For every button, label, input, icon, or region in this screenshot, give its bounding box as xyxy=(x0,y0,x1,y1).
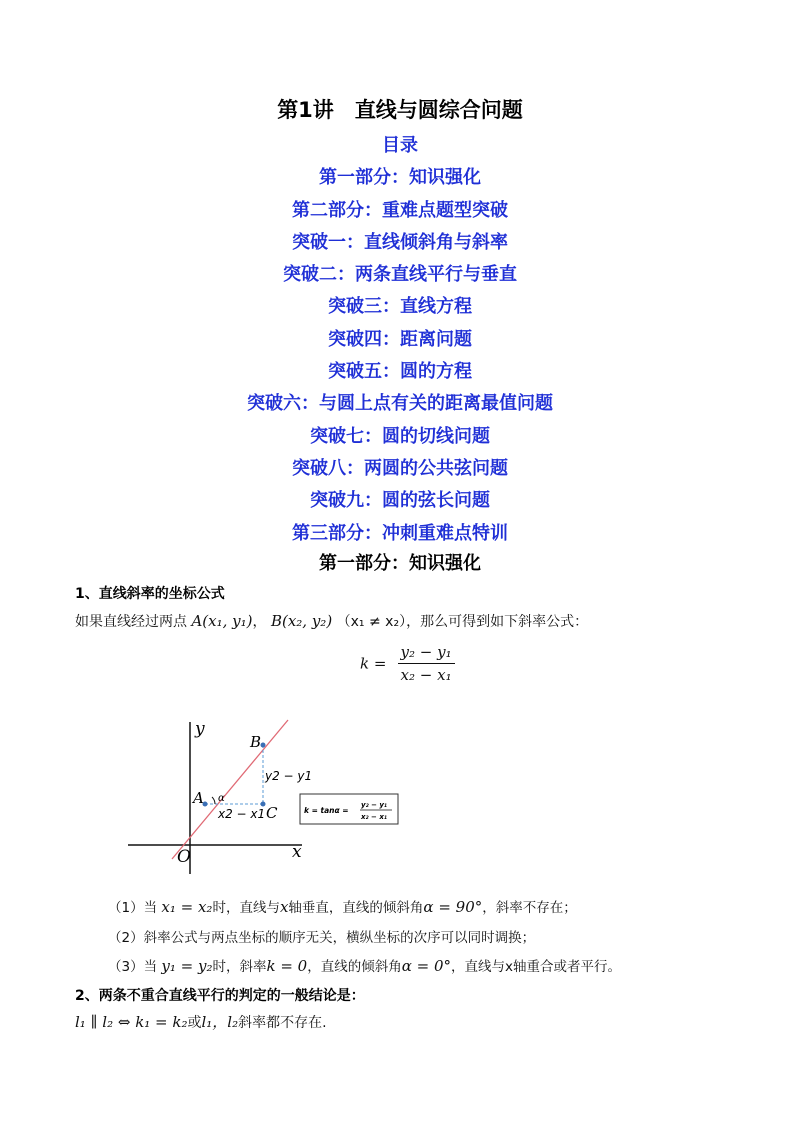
axis-y-label: y xyxy=(195,719,205,739)
note-math-alpha: α = 90° xyxy=(423,898,483,916)
origin-label: O xyxy=(177,847,191,867)
point-b xyxy=(261,743,266,748)
axis-x-label: x xyxy=(292,842,302,862)
note-math: y₁ = y₂ xyxy=(161,957,213,975)
note-suffix: ，斜率不存在； xyxy=(482,900,577,916)
angle-arc xyxy=(212,797,215,804)
toc-item[interactable]: 突破六：与圆上点有关的距离最值问题 xyxy=(247,393,553,415)
toc-item[interactable]: 突破四：距离问题 xyxy=(328,328,472,350)
note-math-alpha: α = 0° xyxy=(401,957,452,975)
slope-diagram xyxy=(120,714,420,884)
note-mid2: 轴垂直，直线的倾斜角 xyxy=(288,900,424,916)
toc-item[interactable]: 突破八：两圆的公共弦问题 xyxy=(292,457,508,479)
label-rise: y2 − y1 xyxy=(265,769,313,783)
formula-fraction xyxy=(398,643,455,684)
note-2 xyxy=(108,926,535,946)
note-math: x₁ = x₂ xyxy=(161,898,213,916)
box-denominator: x₂ − x₁ xyxy=(361,813,387,821)
toc-item[interactable]: 第二部分：重难点题型突破 xyxy=(292,199,508,221)
intro-text-b: ，那么可得到如下斜率公式： xyxy=(406,614,589,630)
page-title: 第1讲 直线与圆综合问题 xyxy=(277,98,523,122)
section2-heading: 2、两条不重合直线平行的判定的一般结论是： xyxy=(75,988,365,1004)
label-run: x2 − x1 xyxy=(218,807,266,821)
statement-tail: 斜率都不存在. xyxy=(238,1015,327,1031)
intro-text-a: 如果直线经过两点 xyxy=(75,614,187,630)
part1-heading: 第一部分：知识强化 xyxy=(319,553,481,574)
note-3 xyxy=(108,955,621,975)
toc-item[interactable]: 突破一：直线倾斜角与斜率 xyxy=(292,231,508,253)
toc-item[interactable]: 突破五：圆的方程 xyxy=(328,361,472,383)
section1-intro xyxy=(75,611,588,631)
label-b: B xyxy=(250,733,262,751)
slope-formula xyxy=(360,643,455,684)
toc-item[interactable]: 突破二：两条直线平行与垂直 xyxy=(283,264,517,286)
label-c: C xyxy=(266,804,278,822)
formula-denominator: x₂ − x₁ xyxy=(400,666,452,684)
toc-item[interactable]: 突破三：直线方程 xyxy=(328,296,472,318)
note-suffix: ，直线与x轴重合或者平行。 xyxy=(451,959,622,975)
or-text: 或 xyxy=(187,1015,202,1031)
note-prefix: （2）斜率公式与两点坐标的顺序无关，横纵坐标的次序可以同时调换； xyxy=(108,930,536,946)
formula-lhs: k = xyxy=(360,654,387,673)
section1-heading: 1、直线斜率的坐标公式 xyxy=(75,586,225,602)
note-1 xyxy=(108,896,577,916)
note-math-x: x xyxy=(279,898,289,916)
toc-item[interactable]: 第三部分：冲刺重难点特训 xyxy=(292,522,508,544)
table-of-contents xyxy=(0,130,800,550)
note-mid: 时，直线与 xyxy=(212,900,280,916)
label-alpha: α xyxy=(218,793,225,804)
section2-statement xyxy=(75,1011,327,1032)
note-mid: 时，斜率 xyxy=(212,959,267,975)
condition: （x₁ ≠ x₂） xyxy=(336,614,407,630)
note-math-k: k = 0 xyxy=(266,957,308,975)
box-numerator: y₂ − y₁ xyxy=(361,801,387,809)
comma: ， xyxy=(252,614,267,630)
toc-item[interactable]: 突破七：圆的切线问题 xyxy=(310,425,490,447)
point-b-coords: B(x₂, y₂) xyxy=(270,612,333,630)
toc-item[interactable]: 第一部分：知识强化 xyxy=(319,167,481,189)
note-prefix: （1）当 xyxy=(108,900,162,916)
parallel-condition: l₁ ∥ l₂ ⇔ k₁ = k₂ xyxy=(75,1013,188,1031)
point-a-coords: A(x₁, y₁) xyxy=(191,612,253,630)
note-mid2: ，直线的倾斜角 xyxy=(307,959,402,975)
box-lhs: k = tanα = xyxy=(304,806,349,815)
label-a: A xyxy=(193,789,204,807)
lines-l1-l2: l₁，l₂ xyxy=(201,1013,239,1031)
formula-numerator: y₂ − y₁ xyxy=(398,643,455,664)
note-prefix: （3）当 xyxy=(108,959,162,975)
toc-heading[interactable]: 目录 xyxy=(382,135,418,156)
point-c xyxy=(261,802,266,807)
toc-item[interactable]: 突破九：圆的弦长问题 xyxy=(310,490,490,512)
